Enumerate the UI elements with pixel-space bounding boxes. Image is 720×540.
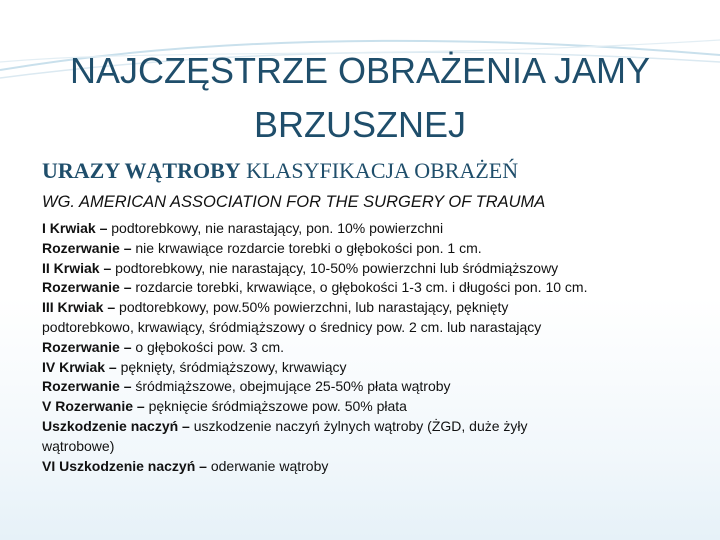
grade-line: [42, 397, 692, 417]
grade-line: [42, 338, 692, 358]
association-line: WG. AMERICAN ASSOCIATION FOR THE SURGERY OF TRAUMA: [42, 193, 546, 211]
grade-line: [42, 298, 692, 318]
grade-line: [42, 219, 692, 239]
grade-list: [42, 219, 692, 476]
subheading-rest: KLASYFIKACJA OBRAŻEŃ: [240, 158, 519, 183]
grade-text: podtorebkowy, nie narastający, 10-50% powierzchni lub śródmiąższowy: [115, 259, 559, 276]
grade-text: rozdarcie torebki, krwawiące, o głębokości 1-3 cm. i długości pon. 10 cm.: [135, 279, 588, 296]
grade-line: [42, 457, 692, 477]
grade-line: [42, 318, 692, 338]
grade-line: [42, 278, 692, 298]
subheading-bold: URAZY WĄTROBY: [42, 158, 241, 183]
title-line-2: BRZUSZNEJ: [253, 104, 466, 145]
grade-head: III Krwiak –: [42, 299, 120, 316]
grade-head: Rozerwanie –: [42, 378, 136, 395]
grade-text: oderwanie wątroby: [210, 457, 329, 474]
grade-line: [42, 239, 692, 259]
grade-line: [42, 437, 692, 457]
grade-head: IV Krwiak –: [42, 358, 121, 375]
subheading: [42, 158, 518, 184]
grade-head: Uszkodzenie naczyń –: [42, 417, 194, 434]
grade-text: wątrobowe): [42, 437, 115, 454]
title-line-1: NAJCZĘSTRZE OBRAŻENIA JAMY: [69, 50, 651, 91]
grade-text: pęknięty, śródmiąższowy, krwawiący: [120, 358, 347, 375]
grade-text: o głębokości pow. 3 cm.: [135, 338, 285, 355]
grade-text: pęknięcie śródmiąższowe pow. 50% płata: [148, 398, 407, 415]
grade-line: [42, 377, 692, 397]
grade-head: I Krwiak –: [42, 220, 112, 236]
grade-head: Rozerwanie –: [42, 338, 136, 355]
grade-head: VI Uszkodzenie naczyń –: [42, 457, 211, 474]
grade-head: II Krwiak –: [42, 259, 116, 276]
grade-text: podtorebkowy, nie narastający, pon. 10% powierzchni: [111, 220, 444, 236]
grade-head: V Rozerwanie –: [42, 398, 149, 415]
grade-text: podtorebkowo, krwawiący, śródmiąższowy o średnicy pow. 2 cm. lub narastający: [42, 318, 542, 335]
grade-text: uszkodzenie naczyń żylnych wątroby (ŻGD, duże żyły: [193, 417, 528, 434]
slide-title: [0, 44, 720, 152]
grade-line: [42, 358, 692, 378]
grade-text: nie krwawiące rozdarcie torebki o głębokości pon. 1 cm.: [135, 239, 482, 256]
grade-text: podtorebkowy, pow.50% powierzchni, lub narastający, pęknięty: [119, 299, 509, 316]
grade-head: Rozerwanie –: [42, 279, 136, 296]
grade-line: [42, 259, 692, 279]
grade-text: śródmiąższowe, obejmujące 25-50% płata wątroby: [135, 378, 451, 395]
grade-head: Rozerwanie –: [42, 239, 136, 256]
grade-line: [42, 417, 692, 437]
